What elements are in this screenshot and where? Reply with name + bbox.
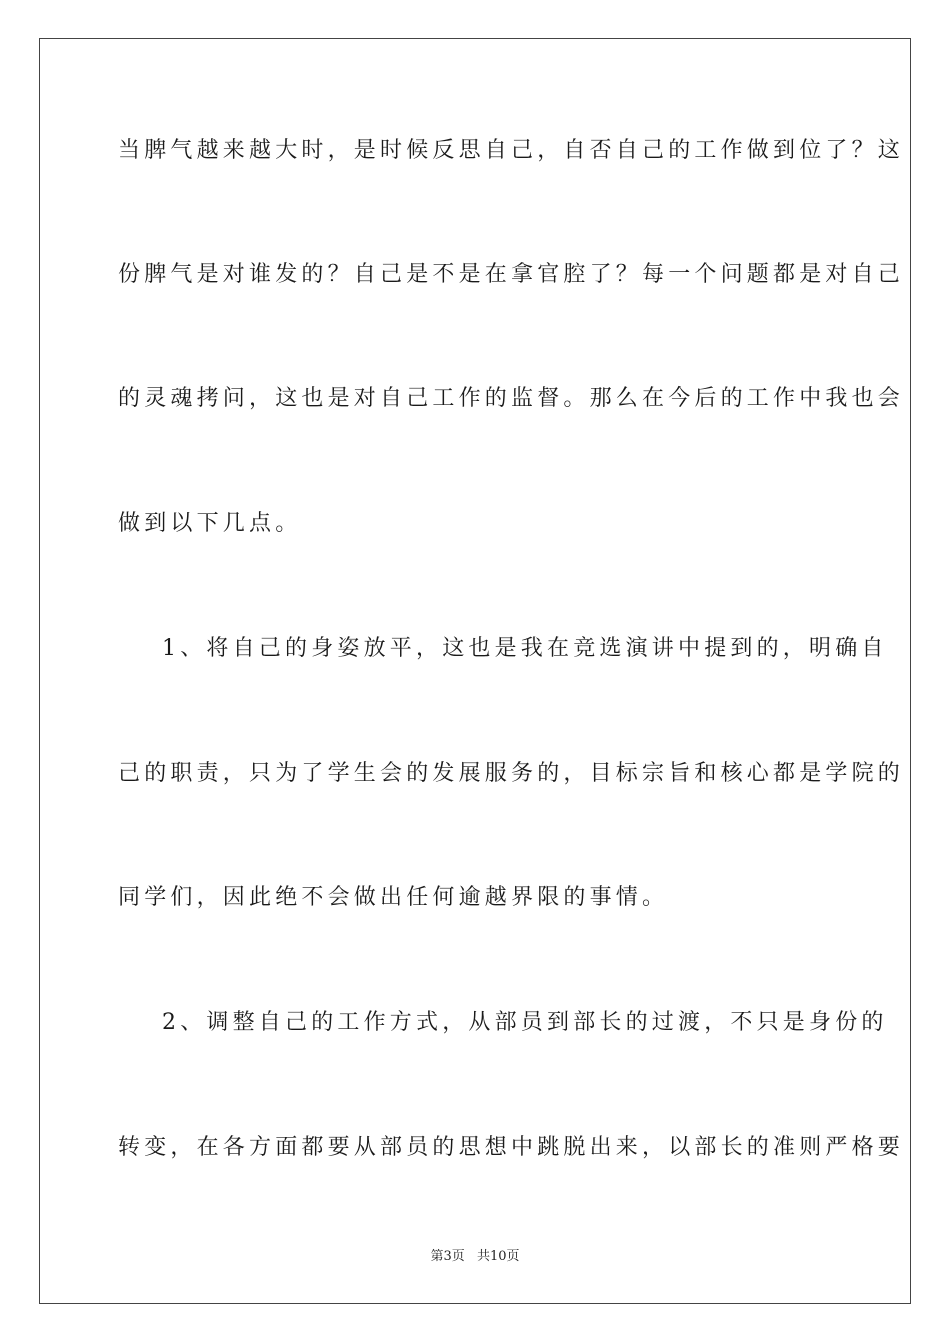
- body-text-line: 当脾气越来越大时，是时候反思自己，自否自己的工作做到位了？这: [118, 138, 905, 163]
- page-frame: [39, 38, 911, 1304]
- body-text-line: 做到以下几点。: [118, 511, 302, 536]
- body-text-line: 同学们，因此绝不会做出任何逾越界限的事情。: [118, 885, 669, 910]
- page-total: 共10页: [476, 1249, 520, 1264]
- body-text-line: 1、将自己的身姿放平，这也是我在竞选演讲中提到的，明确自: [162, 636, 888, 661]
- body-text-line: 己的职责，只为了学生会的发展服务的，目标宗旨和核心都是学院的: [118, 761, 905, 786]
- page-number: 第3页: [430, 1249, 465, 1264]
- page-footer: [0, 1248, 950, 1266]
- body-text-line: 的灵魂拷问，这也是对自己工作的监督。那么在今后的工作中我也会: [118, 386, 905, 411]
- body-text-line: 转变，在各方面都要从部员的思想中跳脱出来，以部长的准则严格要: [118, 1135, 905, 1160]
- body-text-line: 份脾气是对谁发的？自己是不是在拿官腔了？每一个问题都是对自己: [118, 262, 905, 287]
- body-text-line: 2、调整自己的工作方式，从部员到部长的过渡，不只是身份的: [162, 1010, 888, 1035]
